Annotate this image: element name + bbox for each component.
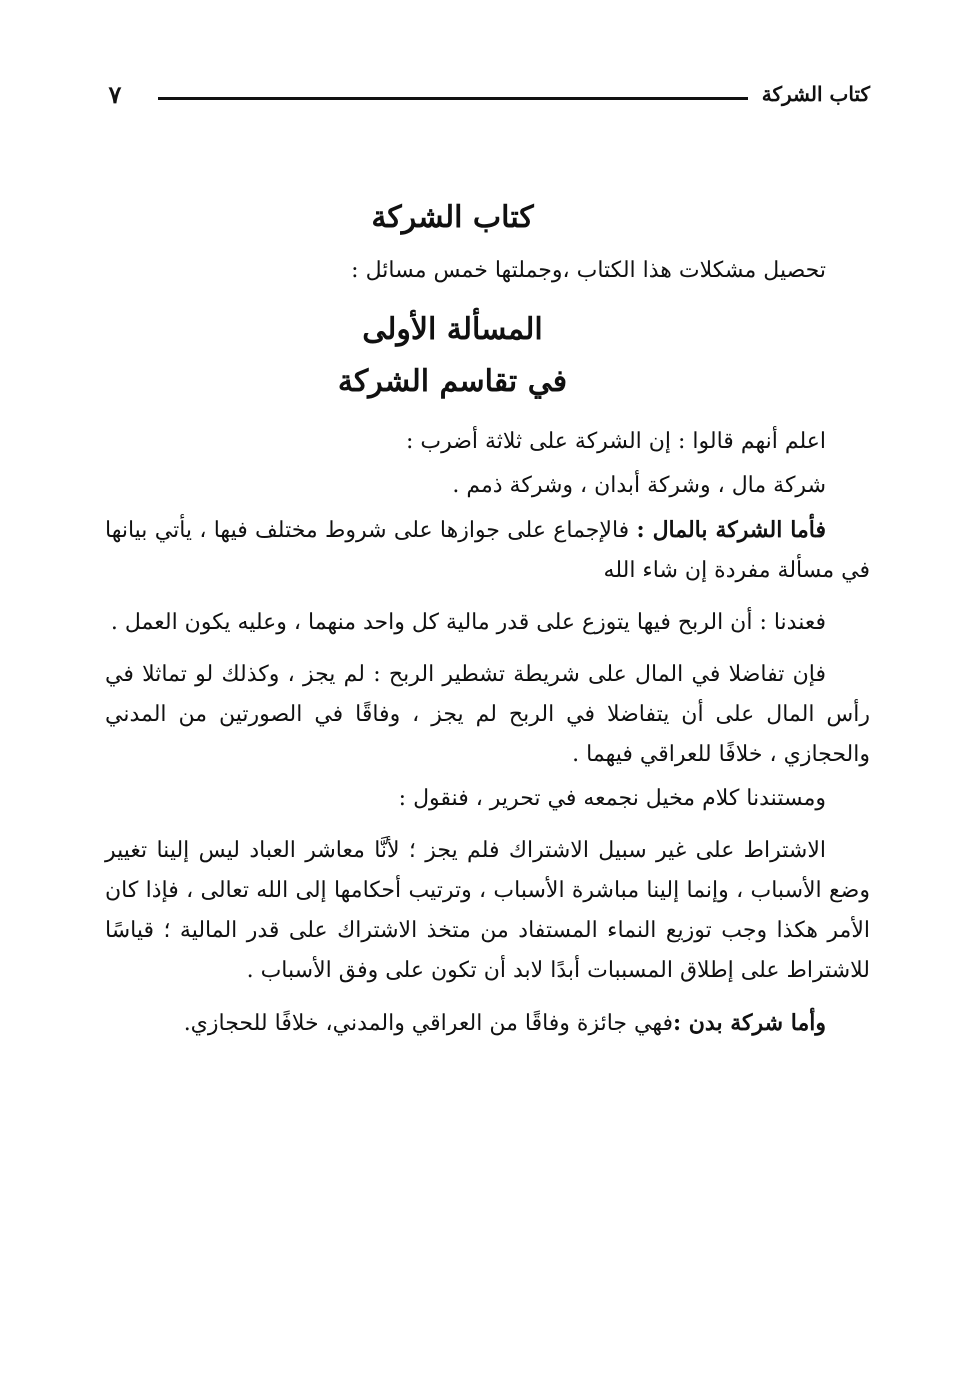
paragraph-text: اعلم أنهم قالوا : إن الشركة على ثلاثة أضرب : <box>405 429 826 454</box>
paragraph-text: ومستندنا كلام مخيل نجمعه في تحرير ، فنقول : <box>398 786 826 811</box>
paragraph <box>105 779 870 819</box>
paragraph-text: فإن تفاضلا في المال على شريطة تشطير الربح : لم يجز ، وكذلك لو تماثلا في رأس المال على أن يتفاضلا في الربح لم يجز ، وفاقًا في الصورتين من المدني والحجازي ، خلافًا للعراقي فيهما . <box>105 662 870 767</box>
running-header <box>100 78 870 118</box>
paragraph-lead: فأما الشركة بالمال : <box>636 517 827 543</box>
paragraph <box>105 422 870 462</box>
running-title: كتاب الشركة <box>761 82 870 106</box>
header-rule <box>158 97 748 100</box>
issue-title: المسألة الأولى <box>362 312 543 347</box>
paragraph <box>105 510 870 591</box>
paragraph-text: شركة مال ، وشركة أبدان ، وشركة ذمم . <box>452 473 826 498</box>
paragraph <box>105 831 870 991</box>
paragraph-text: فالإجماع على جوازها على شروط مختلف فيها ، يأتي بيانها في مسألة مفردة إن شاء الله <box>105 518 870 583</box>
paragraph <box>105 1003 870 1044</box>
paragraph-text: فعندنا : أن الربح فيها يتوزع على قدر مالية كل واحد منهما ، وعليه يكون العمل . <box>110 610 826 635</box>
book-title: كتاب الشركة <box>371 200 534 235</box>
paragraph-text: الاشتراط على غير سبيل الاشتراك فلم يجز ؛ لأنَّا معاشر العباد ليس إلينا تغيير وضع الأسباب ، وإنما إلينا مباشرة الأسباب ، وترتيب أحكامها إلى الله تعالى ، فإذا كان الأمر هكذا وجب توزيع النماء المستفاد من متخذ الاشتراك على قدر المالية ؛ قياسًا للاشتراط على إطلاق المسببات أبدًا لابد أن تكون على وفق الأسباب . <box>105 838 870 983</box>
page-body <box>105 192 870 1056</box>
intro-line: تحصيل مشكلات هذا الكتاب ،وجملتها خمس مسائل : <box>351 258 826 283</box>
paragraph <box>105 466 870 506</box>
paragraph-text: فهي جائزة وفاقًا من العراقي والمدني، خلافًا للحجازي. <box>183 1011 673 1036</box>
paragraph <box>105 603 870 643</box>
paragraph <box>105 655 870 775</box>
issue-subtitle: في تقاسم الشركة <box>337 364 568 399</box>
page-number: ٧ <box>108 80 122 109</box>
paragraph-lead: وأما شركة بدن : <box>673 1010 826 1036</box>
